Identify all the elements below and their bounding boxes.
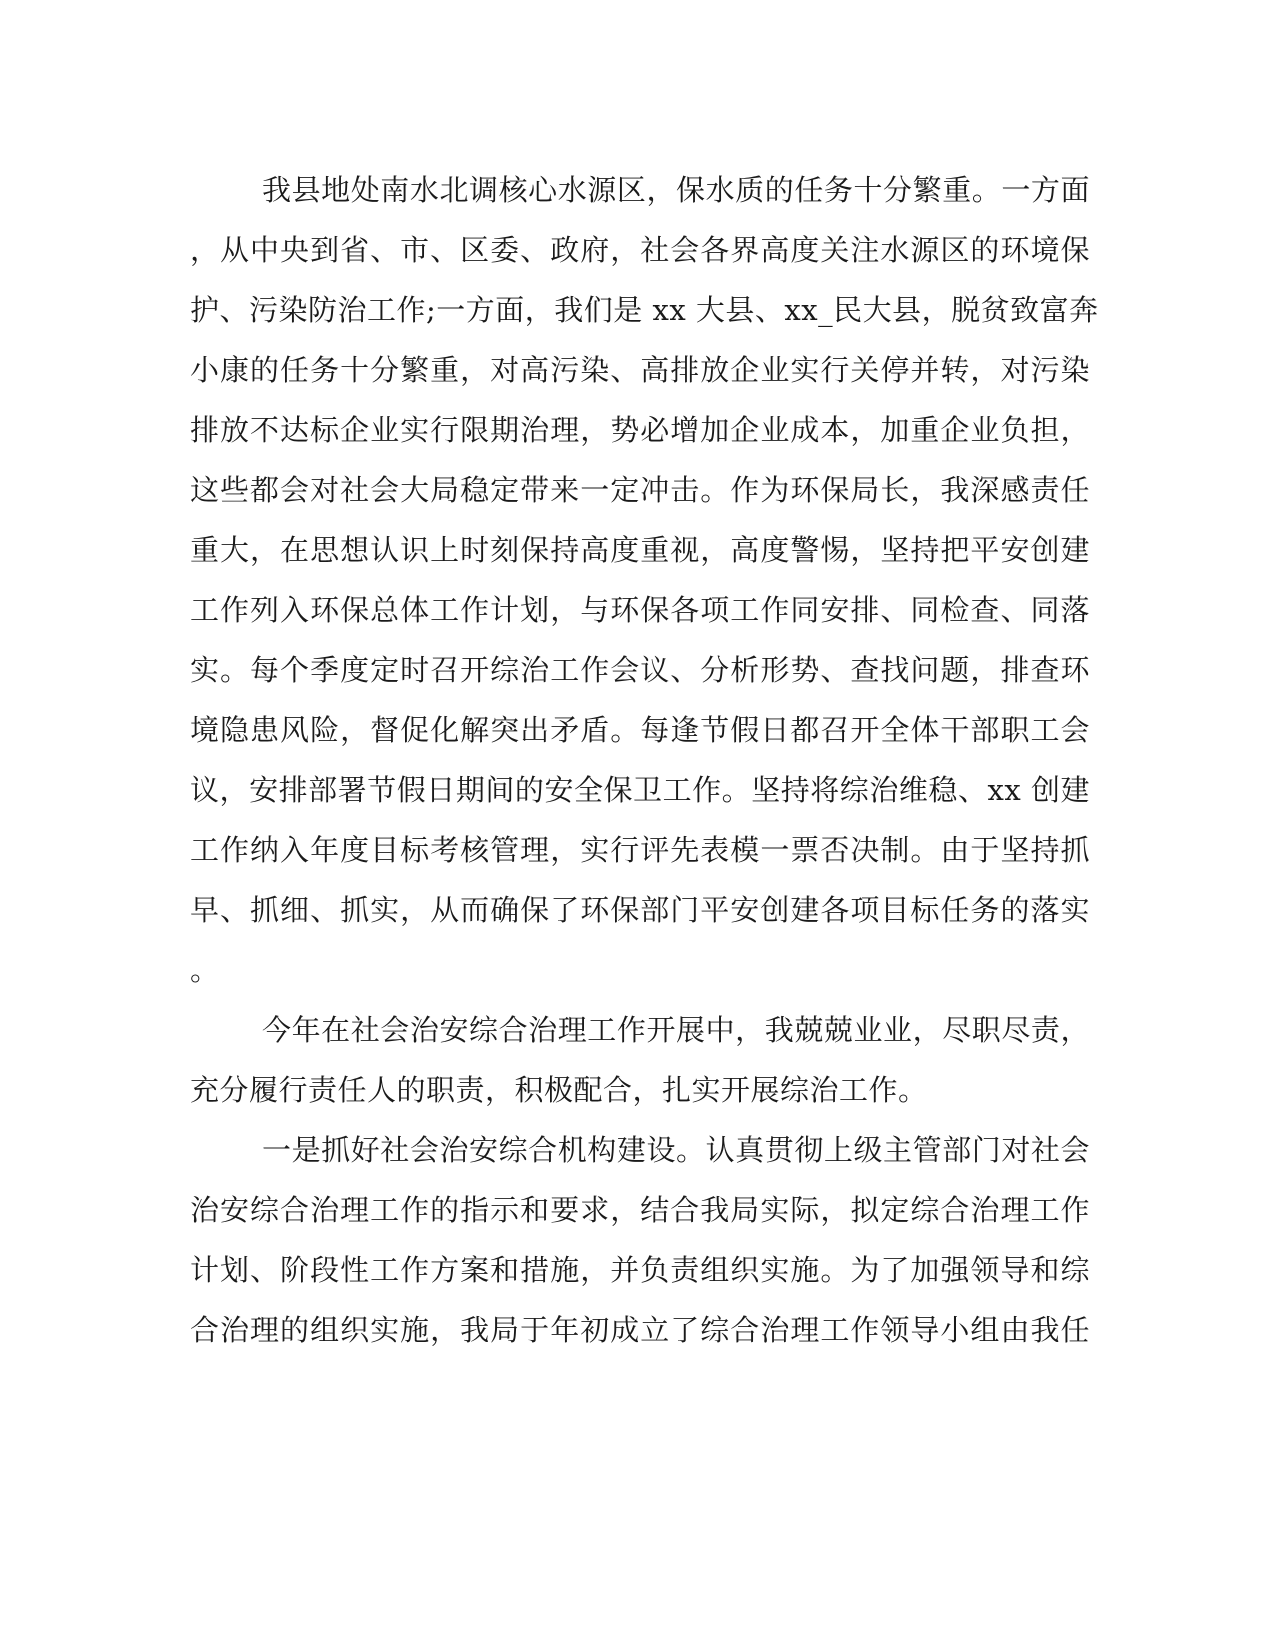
text-line: 合治理的组织实施，我局于年初成立了综合治理工作领导小组由我任	[190, 1313, 1090, 1347]
text-line: 工作列入环保总体工作计划，与环保各项工作同安排、同检查、同落	[190, 593, 1090, 627]
text-line: 早、抓细、抓实，从而确保了环保部门平安创建各项目标任务的落实	[190, 893, 1090, 927]
text-line: 充分履行责任人的职责，积极配合，扎实开展综治工作。	[190, 1073, 928, 1107]
text-line: 今年在社会治安综合治理工作开展中，我兢兢业业，尽职尽责，	[262, 1013, 1090, 1047]
text-line: 重大，在思想认识上时刻保持高度重视，高度警惕，坚持把平安创建	[190, 533, 1090, 567]
text-line: 排放不达标企业实行限期治理，势必增加企业成本，加重企业负担，	[190, 413, 1090, 447]
text-line: 一是抓好社会治安综合机构建设。认真贯彻上级主管部门对社会	[262, 1133, 1090, 1167]
text-line: ，从中央到省、市、区委、政府，社会各界高度关注水源区的环境保	[190, 233, 1090, 267]
text-line: 计划、阶段性工作方案和措施，并负责组织实施。为了加强领导和综	[190, 1253, 1090, 1287]
text-line: 治安综合治理工作的指示和要求，结合我局实际，拟定综合治理工作	[190, 1193, 1090, 1227]
text-line: 小康的任务十分繁重，对高污染、高排放企业实行关停并转，对污染	[190, 353, 1090, 387]
text-line: 护、污染防治工作;一方面，我们是 xx 大县、xx_民大县，脱贫致富奔	[190, 293, 1099, 327]
text-line: 议，安排部署节假日期间的安全保卫工作。坚持将综治维稳、xx 创建	[190, 773, 1090, 807]
document-body	[190, 160, 1099, 1360]
text-line: 这些都会对社会大局稳定带来一定冲击。作为环保局长，我深感责任	[190, 473, 1090, 507]
text-line: 实。每个季度定时召开综治工作会议、分析形势、查找问题，排查环	[190, 653, 1090, 687]
text-line: 我县地处南水北调核心水源区，保水质的任务十分繁重。一方面	[262, 173, 1090, 207]
text-line: 工作纳入年度目标考核管理，实行评先表模一票否决制。由于坚持抓	[190, 833, 1090, 867]
text-line: 。	[190, 953, 220, 987]
text-line: 境隐患风险，督促化解突出矛盾。每逢节假日都召开全体干部职工会	[190, 713, 1090, 747]
